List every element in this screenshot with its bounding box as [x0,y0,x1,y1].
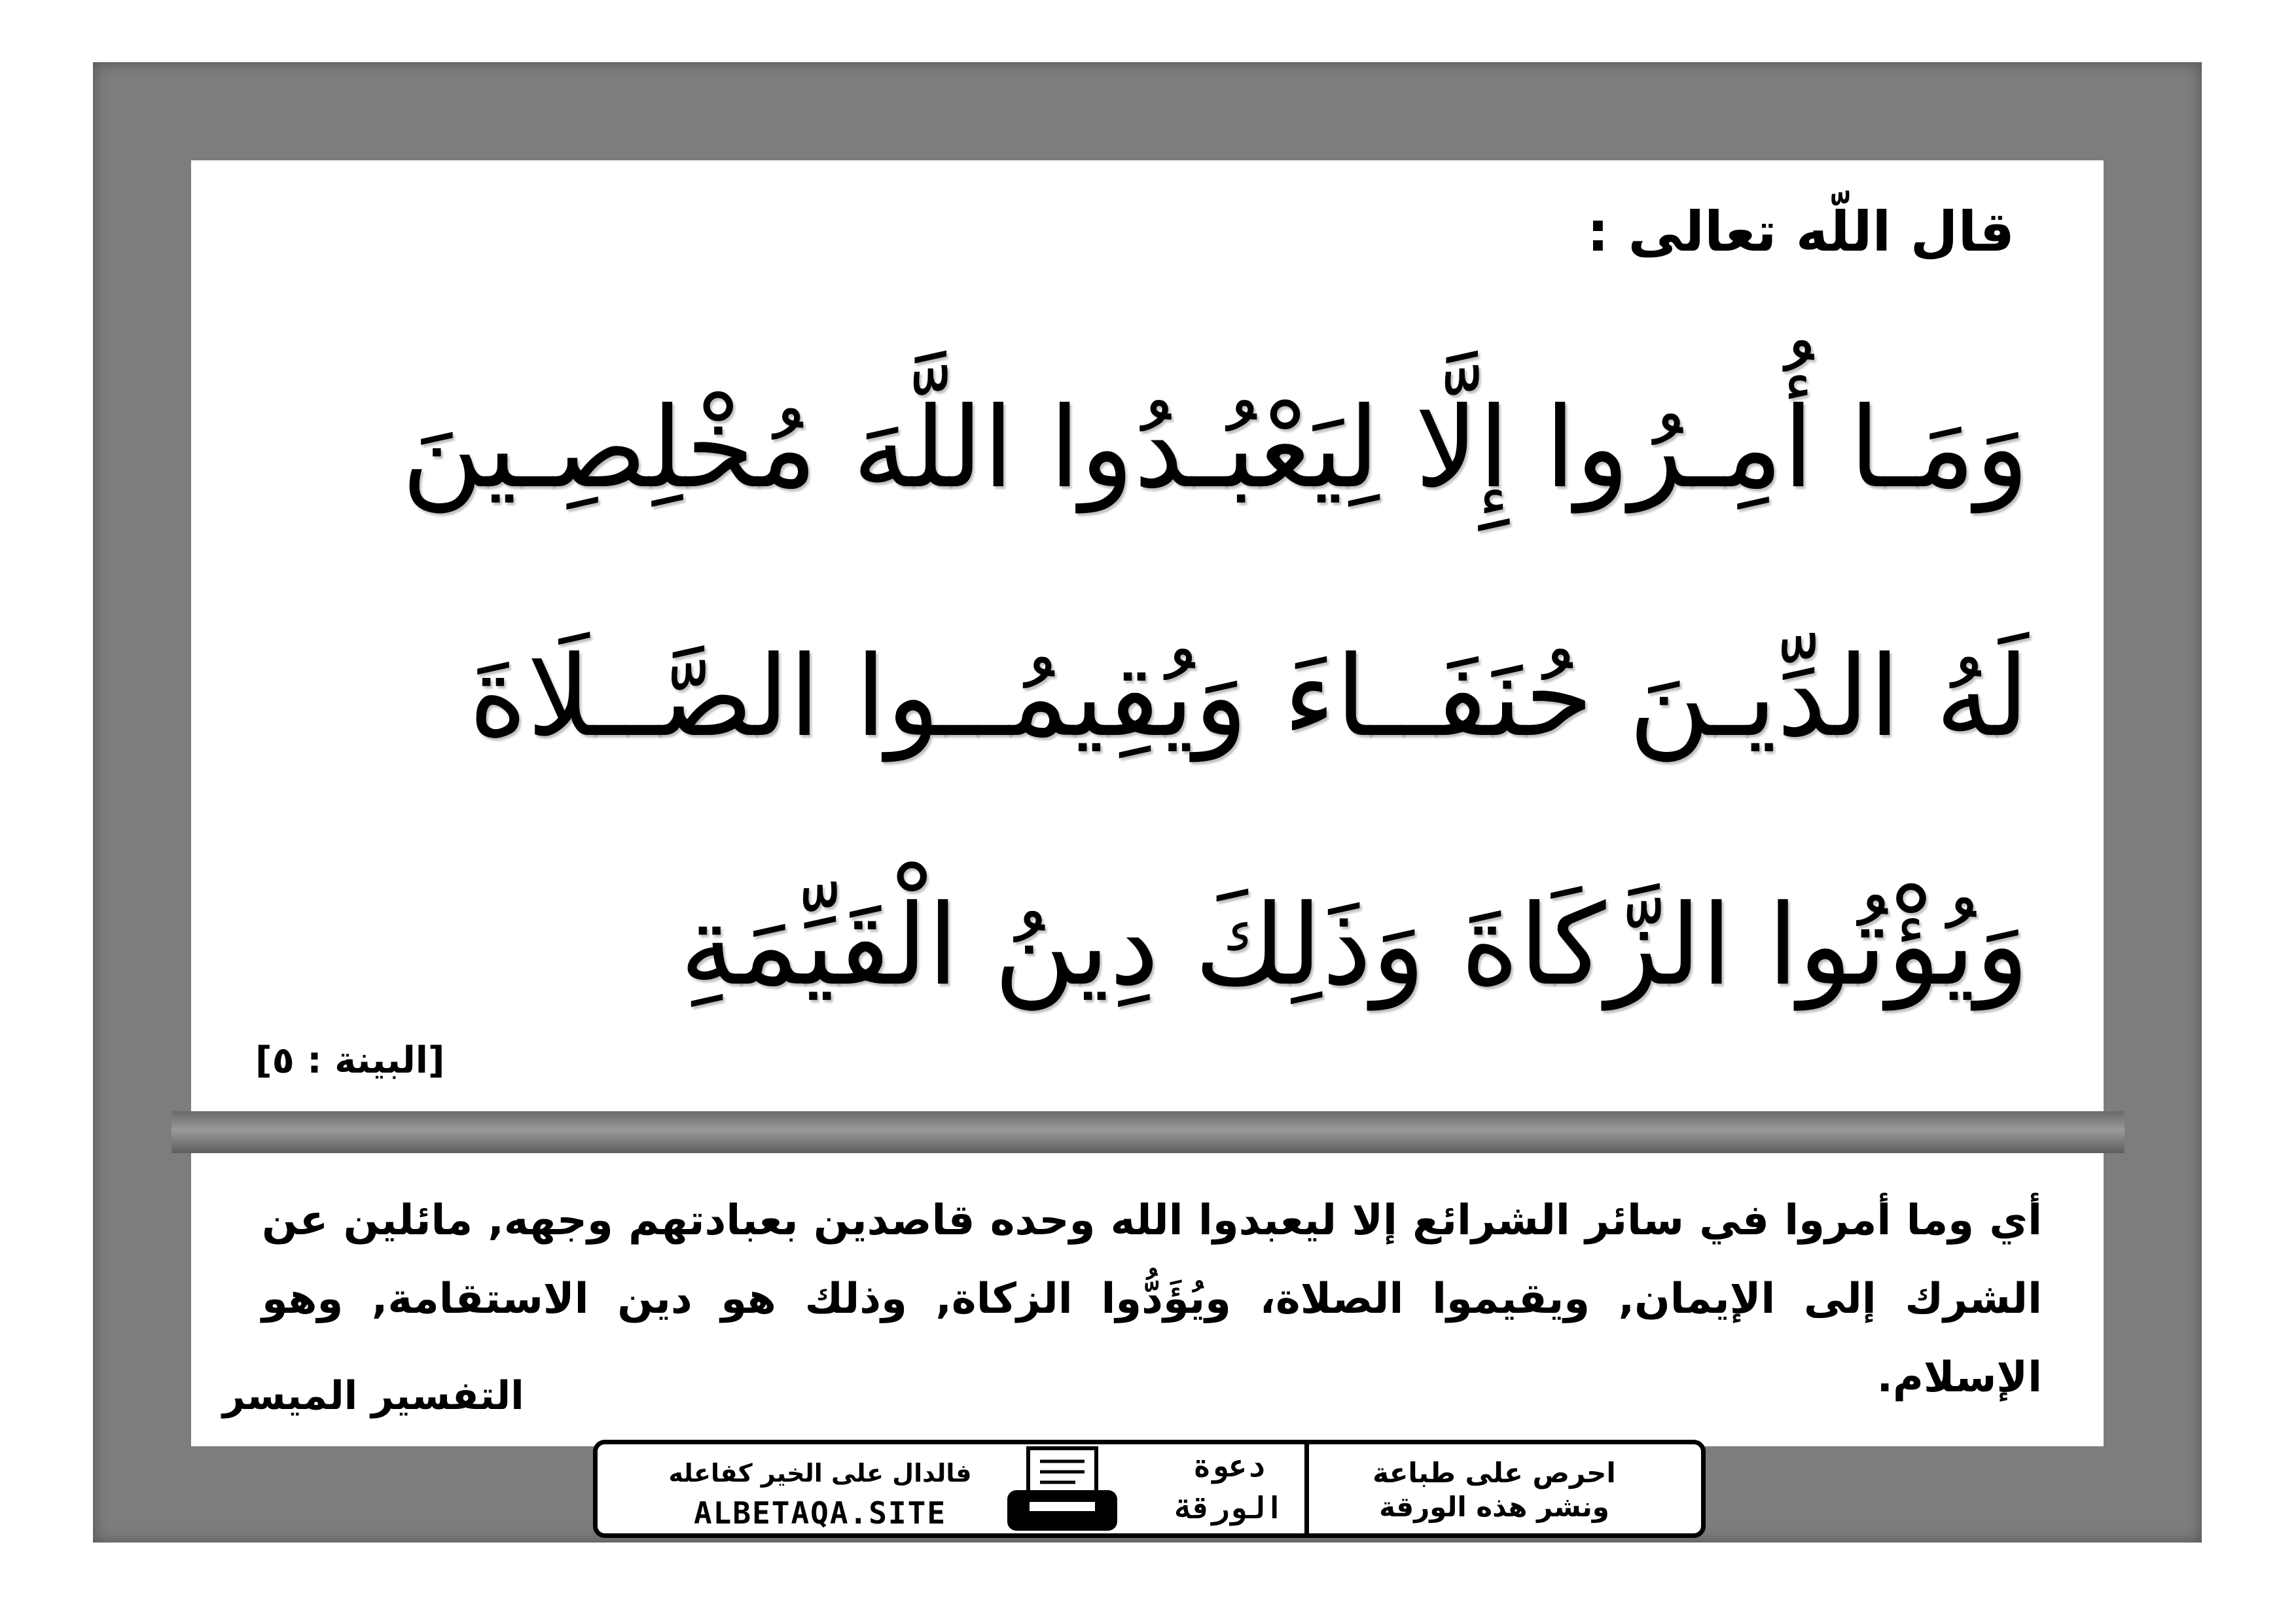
verse-reference: [البينة : ٥] [255,1039,445,1082]
footer-box [593,1440,1706,1538]
verse-line-3: وَيُؤْتُوا الزَّكَاةَ وَذَلِكَ دِينُ الْقَيِّمَةِ [679,881,2029,1010]
tafsir-source: التفسير الميسر [223,1373,524,1419]
verse-line-1: وَمَـا أُمِـرُوا إِلَّا لِيَعْبُـدُوا اللَّهَ مُخْلِصِـينَ [401,383,2029,513]
verse-line-2: لَهُ الدِّيـنَ حُنَفَــاءَ وَيُقِيمُــوا الصَّــلَاةَ [469,632,2029,762]
printer-icon [997,1444,1128,1536]
logo-line-2: الورقة [1174,1490,1284,1525]
footer-note-line-2: ونشر هذه الورقة [1379,1491,1609,1523]
footer-divider [1304,1444,1309,1533]
footer-note-line-1: احرص على طباعة [1372,1457,1616,1489]
page-heading: قال اللّه تعالى : [1587,200,2015,264]
dawah-logo [1174,1446,1285,1536]
logo-line-1: دعوة [1193,1448,1266,1484]
site-link[interactable]: ALBETAQA.SITE [693,1495,947,1531]
footer-slogan: فالدال على الخير كفاعله [668,1459,972,1488]
tafsir-text: أي وما أمروا في سائر الشرائع إلا ليعبدوا الله وحده قاصدين بعبادتهم وجهه, مائلين عن الشرك إلى الإيمان, ويقيموا الصلاة، ويُؤَدُّوا الزكاة, وذلك هو دين الاستقامة, وهو الإسلام. [262,1196,2042,1402]
footer-note [1337,1456,1651,1524]
divider-band [171,1111,2125,1153]
